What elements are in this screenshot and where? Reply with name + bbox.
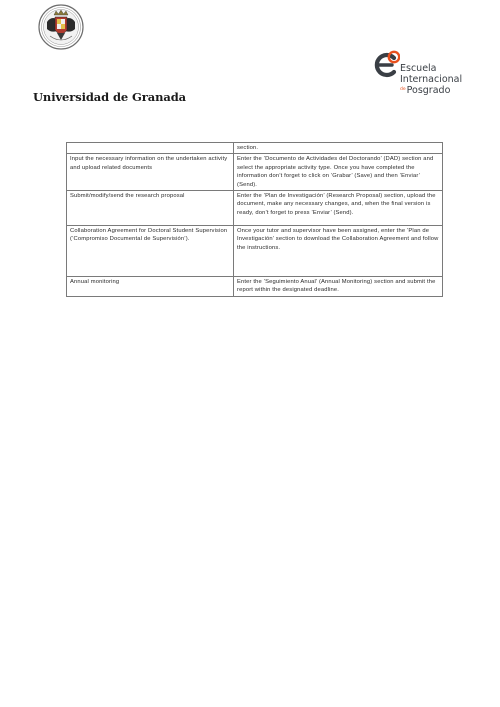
school-name-prefix: de <box>400 87 406 92</box>
university-logo <box>33 44 186 106</box>
table-row <box>67 277 443 297</box>
task-cell: Collaboration Agreement for Doctoral Student Supervision (‘Compromiso Documental de Supervisión’). <box>67 226 234 277</box>
table-row <box>67 154 443 191</box>
procedures-table <box>66 142 443 297</box>
instructions-cell: Enter the ‘Documento de Actividades del Doctorando’ (DAD) section and select the appropriate activity type. Once you have completed the information don’t forget to click on ‘Grabar’ (Save) and then ‘Enviar’ (Send). <box>234 154 443 191</box>
university-name: Universidad de Granada <box>33 90 186 104</box>
school-mark-icon <box>372 50 400 80</box>
table-row <box>67 226 443 277</box>
school-name-line3-wrap <box>400 85 462 96</box>
school-name-line2: Internacional <box>400 73 463 85</box>
task-cell <box>67 143 234 154</box>
school-name-line1: Escuela <box>400 63 437 74</box>
table-row <box>67 143 443 154</box>
school-logo <box>372 47 476 101</box>
task-cell: Annual monitoring <box>67 277 234 297</box>
university-seal-icon <box>33 2 89 52</box>
instructions-cell: Enter the ‘Plan de Investigación’ (Research Proposal) section, upload the document, make any necessary changes, and, when the final version is ready, don’t forget to press ‘Enviar’ (Send). <box>234 191 443 226</box>
table-row <box>67 191 443 226</box>
page-header <box>0 0 500 110</box>
school-name-line3: Posgrado <box>406 84 451 96</box>
instructions-cell: Enter the ‘Seguimiento Anual’ (Annual Monitoring) section and submit the report within the designated deadline. <box>234 277 443 297</box>
school-name <box>400 64 462 96</box>
instructions-cell: section. <box>234 143 443 154</box>
task-cell: Input the necessary information on the undertaken activity and upload related documents <box>67 154 234 191</box>
procedures-table-wrapper <box>66 142 439 297</box>
task-cell: Submit/modify/send the research proposal <box>67 191 234 226</box>
instructions-cell: Once your tutor and supervisor have been assigned, enter the ‘Plan de Investigación’ section to download the Collaboration Agreement and follow the instructions. <box>234 226 443 277</box>
